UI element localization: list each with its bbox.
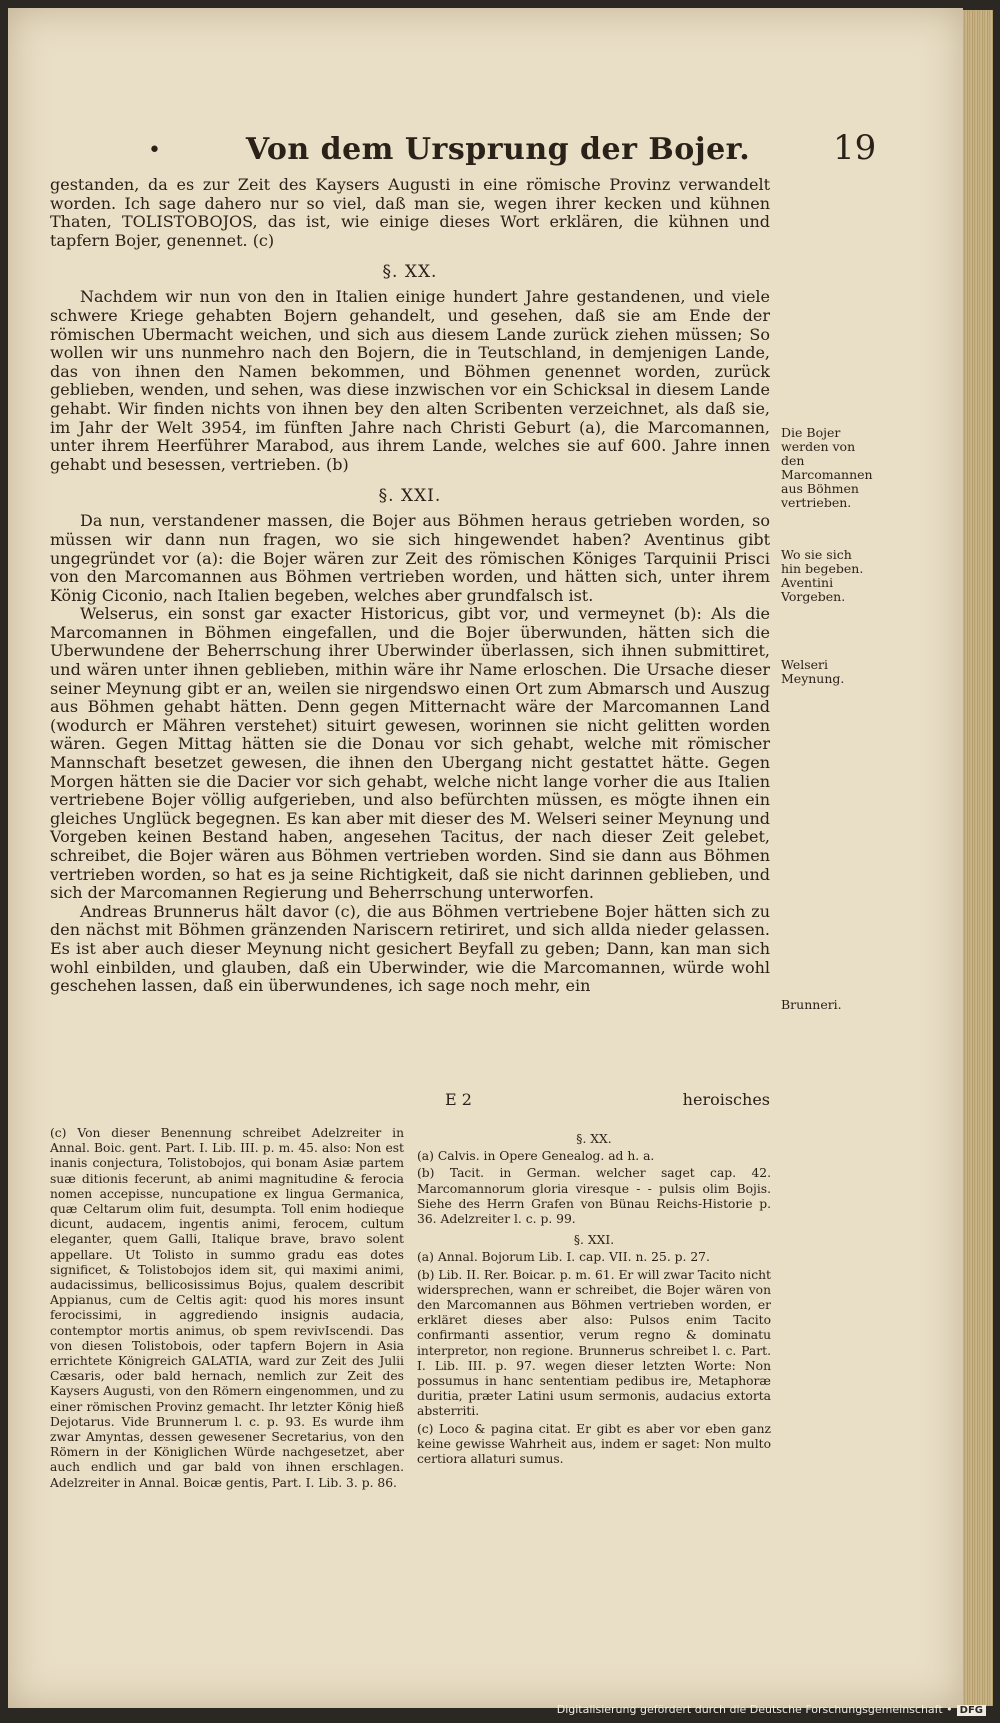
book-page [8, 8, 963, 1708]
paragraph-sec21-1: Da nun, verstandener massen, die Bojer aus Böhmen heraus getrieben worden, so müssen wir dann nun fragen, wo sie sich hingewendet haben? Aventinus gibt ungegründet vor (a): die Bojer wären zur Zeit des römischen Königes Tarquinii Prisci von den Marcomannen aus Böhmen vertrieben worden, und hätten sich, unter ihrem König Ciconio, nach Italien begeben, welches aber grundfalsch ist. [50, 511, 770, 605]
main-text [50, 176, 770, 996]
margin-note-welseri: Welseri Meynung. [781, 657, 845, 686]
paragraph-intro: gestanden, da es zur Zeit des Kaysers Augusti in eine römische Provinz verwandelt worden. Ich sage dahero nur so viel, daß man sie, wegen ihrer kecken und kühnen Thaten, TOLISTOBOJOS, das ist, wie einige dieses Wort erklären, die kühnen und tapfern Bojer, genennet. (c) [50, 175, 770, 250]
margin-note-aventini: Wo sie sich hin begeben. Aventini Vorgeben. [781, 547, 864, 604]
page-number: 19 [833, 128, 877, 168]
catchword: heroisches [682, 1090, 770, 1109]
footnote-21a: (a) Annal. Bojorum Lib. I. cap. VII. n. 25. p. 27. [417, 1250, 710, 1265]
paragraph-sec21-3: Andreas Brunnerus hält davor (c), die aus Böhmen vertriebene Bojer hätten sich zu den nächst mit Böhmen gränzenden Nariscern retiriret, und sich allda nieder gelassen. Es ist aber auch dieser Meynung nicht gesichert Beyfall zu geben; Dann, kan man sich wohl einbilden, und glauben, daß ein Uberwinder, wie die Marcomannen, würde wohl geschehen lassen, daß ein überwundenes, ich sage noch mehr, ein [50, 901, 770, 996]
credit-text: Digitalisierung gefördert durch die Deutsche Forschungsgemeinschaft • [556, 1703, 953, 1716]
margin-note-bojer-vertrieben: Die Bojer werden von den Marcomannen aus Böhmen vertrieben. [781, 425, 873, 510]
footnote-20a: (a) Calvis. in Opere Genealog. ad h. a. [417, 1149, 655, 1164]
paragraph-sec21-2: Welserus, ein sonst gar exacter Historicus, gibt vor, und vermeynet (b): Als die Marcomannen in Böhmen eingefallen, und die Bojer überwunden, hätten sich die Uberwundene der Beherrschung ihrer Uberwinder überlassen, sich ihnen submittiret, und wären unter ihnen geblieben, mithin wäre ihr Name erloschen. Die Ursache dieser seiner Meynung gibt er an, weilen sie nirgendswo einen Ort zum Abmarsch und Auszug aus Böhmen gehabt hätten. Denn gegen Mitternacht wäre der Marcomannen Land (wodurch er Mähren verstehet) situirt gewesen, worinnen sie nicht gelitten worden wären. Gegen Mittag hätten sie die Donau vor sich gehabt, welche mit römischer Mannschaft besetzet gewesen, die ihnen den Ubergang nicht gestattet hätte. Gegen Morgen hätten sie die Dacier vor sich gehabt, welche nicht lange vorher die aus Italien vertriebene Bojer völlig aufgerieben, und also befürchten müssen, es mögte ihnen ein gleiches Unglück begegnen. Es kan aber mit dieser des M. Welseri seiner Meynung und Vorgeben keinen Bestand haben, angesehen Tacitus, der nach dieser Zeit gelebet, schreibet, die Bojer wären aus Böhmen vertrieben worden. Sind sie dann aus Böhmen vertrieben worden, so hat es ja seine Richtigkeit, daß sie nicht darinnen geblieben, und sich der Marcomannen Regierung und Beherrschung unterworfen. [50, 604, 770, 903]
running-head: Von dem Ursprung der Bojer. [245, 132, 751, 167]
digitization-credit [557, 1703, 986, 1716]
footnote-21b: (b) Lib. II. Rer. Boicar. p. m. 61. Er will zwar Tacito nicht widersprechen, wann er schreibet, die Bojer wären von den Marcomannen aus Böhmen vertrieben worden, er erkläret dieses aber also: Pulsos enim Tacito confirmanti assentior, verum regno & dominatu interpretor, non regione. Brunnerus schreibet l. c. Part. I. Lib. III. p. 97. wegen dieser letzten Worte: Non possumus in hanc sententiam pedibus ire, Metaphoræ duritia, præter Latini usum sermonis, audacius extorta absterriti. [417, 1267, 771, 1419]
footnote-heading-20: §. XX. [576, 1132, 612, 1146]
paragraph-sec20: Nachdem wir nun von den in Italien einige hundert Jahre gestandenen, und viele schwere Kriege gehabten Bojern gehandelt, und gesehen, daß sie am Ende der römischen Ubermacht weichen, und sich aus diesem Lande zurück ziehen müssen; So wollen wir uns nunmehro nach den Bojern, die in Teutschland, in demjenigen Lande, das von ihnen den Namen bekommen, und Böhmen genennet worden, zurück geblieben, wenden, und sehen, was diese inzwischen vor ein Schicksal in diesem Lande gehabt. Wir finden nichts von ihnen bey den alten Scribenten verzeichnet, als daß sie, im Jahr der Welt 3954, im fünften Jahre nach Christi Geburt (a), die Marcomannen, unter ihrem Heerführer Marabod, aus ihrem Lande, welches sie auf 600. Jahre innen gehabt und besessen, vertrieben. (b) [50, 287, 770, 474]
footnote-heading-21: §. XXI. [573, 1233, 615, 1248]
dfg-logo: DFG [957, 1705, 986, 1716]
header-ornament: • [148, 138, 161, 163]
footnote-column-left [50, 1126, 404, 1493]
section-heading-20: §. XX. [382, 262, 438, 283]
footnote-20b: (b) Tacit. in German. welcher saget cap. 42. Marcomannorum gloria viresque - - pulsis olim Bojis. Siehe des Herrn Grafen von Bünau Reichs-Historie p. 36. Adelzreiter l. c. p. 99. [417, 1166, 771, 1227]
footnote-column-right [417, 1126, 771, 1469]
catchwords-line [50, 1090, 770, 1112]
section-heading-21: §. XXI. [378, 486, 442, 507]
signature-mark: E 2 [445, 1090, 472, 1109]
footnote-c: (c) Von dieser Benennung schreibet Adelzreiter in Annal. Boic. gent. Part. I. Lib. III. p. m. 45. also: Non est inanis conjectura, Tolistobojos, qui bonam Asiæ partem suæ ditionis fecerunt, ab animi magnitudine & ferocia nomen accepisse, nuncupatione ex lingua Germanica, quæ Celtarum olim fuit, desumpta. Toll enim hodieque dicunt, audacem, ingentis animi, ferocem, cultum eleganter, quem Galli, Italique brave, bravo solent appellare. Ut Tolisto in summo gradu eas dotes significet, & Tolistobojos idem sit, qui maximi animi, audacissimus, bellicosissimus Bojus, qualem describit Appianus, cum de Celtis agit: quod his mores insunt ferocissimi, in aggrediendo insignis audacia, contemptor mortis animus, ob spem revivIscendi. Das von diesen Tolistobois, oder tapfern Bojern in Asia errichtete Königreich GALATIA, ward zur Zeit des Julii Cæsaris, oder bald hernach, nemlich zur Zeit des Kaysers Augusti, von den Römern eingenommen, und zu einer römischen Provinz gemacht. Ihr letzter König hieß Dejotarus. Vide Brunnerum l. c. p. 93. Es wurde ihm zwar Amyntas, dessen gewesener Secretarius, von den Römern in der Königlichen Würde nachgesetzet, aber auch endlich und gar bald von ihnen erschlagen. Adelzreiter in Annal. Boicæ gentis, Part. I. Lib. 3. p. 86. [50, 1126, 404, 1490]
footnote-21c: (c) Loco & pagina citat. Er gibt es aber vor eben ganz keine gewisse Wahrheit aus, indem er saget: Non multo certiora allaturi sumus. [417, 1421, 771, 1467]
page-edge [963, 10, 993, 1706]
margin-note-brunneri: Brunneri. [781, 997, 842, 1012]
